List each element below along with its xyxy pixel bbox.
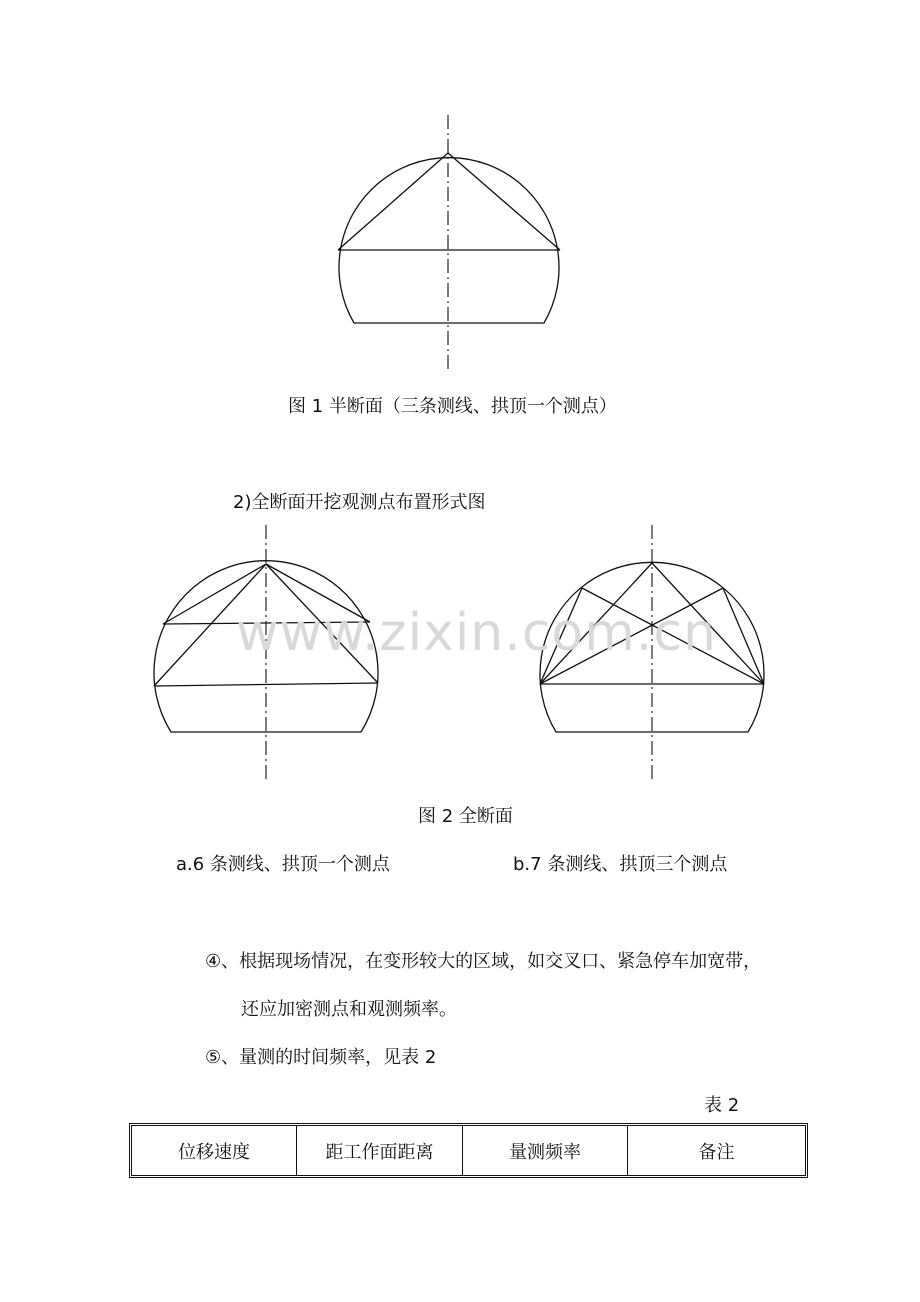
paragraph-4-line-2: 还应加密测点和观测频率。 [241, 999, 457, 1020]
figure-2-caption: 图 2 全断面 [418, 806, 513, 827]
figure-2b-subcaption: b.7 条测线、拱顶三个测点 [513, 854, 728, 875]
section-2-heading: 2)全断面开挖观测点布置形式图 [233, 492, 486, 513]
figure-2a-subcaption: a.6 条测线、拱顶一个测点 [176, 854, 390, 875]
paragraph-4-line-1: ④、根据现场情况，在变形较大的区域，如交叉口、紧急停车加宽带， [205, 951, 762, 972]
table-2 [129, 1123, 808, 1178]
figure-1-caption: 图 1 半断面（三条测线、拱顶一个测点） [288, 396, 617, 417]
table-2-header-row [132, 1126, 805, 1175]
figure-2a-lower-survey-line [154, 683, 378, 686]
table-header-cell: 量测频率 [463, 1126, 628, 1175]
figure-1-left-survey-line [338, 153, 448, 250]
table-header-cell: 位移速度 [132, 1126, 297, 1175]
table-header-cell: 距工作面距离 [297, 1126, 463, 1175]
figure-1-right-survey-line [448, 153, 560, 250]
figure-1-half-section-diagram [300, 110, 600, 380]
figure-1-tunnel-outline [339, 158, 559, 323]
table-header-cell: 备注 [698, 1141, 735, 1163]
watermark: www.zixin.com.cn [236, 603, 717, 663]
paragraph-5: ⑤、量测的时间频率，见表 2 [205, 1047, 437, 1068]
table-2-label: 表 2 [704, 1095, 740, 1116]
